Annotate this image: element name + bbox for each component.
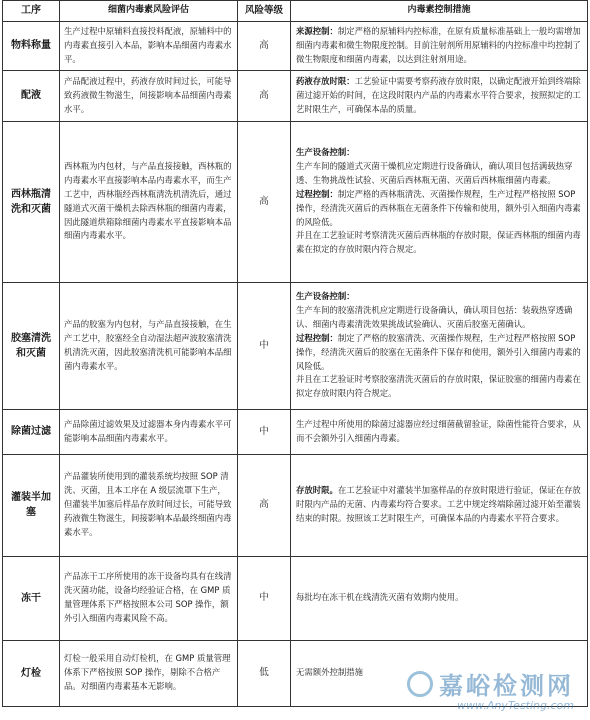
control-paragraph xyxy=(296,146,582,160)
cell-process: 冻干 xyxy=(3,556,60,640)
cell-control xyxy=(291,70,588,121)
table-header-row xyxy=(3,1,588,22)
control-text: 制定了严格的胶塞清洗、灭菌操作规程，生产过程严格按照 SOP 操作，经清洗灭菌后的胶塞在无菌条件下保存和使用，额外引入细菌内毒素的风险低。 xyxy=(296,332,581,371)
cell-process: 胶塞清洗和灭菌 xyxy=(3,282,60,409)
cell-risk-level: 低 xyxy=(238,640,291,706)
watermark-name: 嘉峪检测网 xyxy=(439,672,574,700)
cell-risk: 产品除菌过滤效果及过滤器本身内毒素水平可能影响本品细菌内毒素水平。 xyxy=(60,409,238,454)
cell-risk-level: 高 xyxy=(238,454,291,556)
control-paragraph xyxy=(296,373,582,401)
control-label: 存放时限。 xyxy=(296,485,338,496)
cell-risk: 产品的胶塞为内包材，与产品直接接触，在生产工艺中，胶塞经全自动湿法超声波胶塞清洗机清洗灭菌，因此胶塞清洗机可能影响本品细菌内毒素水平。 xyxy=(60,282,238,409)
control-text: 无需额外控制措施 xyxy=(296,667,363,678)
cell-risk-level: 中 xyxy=(238,556,291,640)
cell-risk-level: 高 xyxy=(238,70,291,121)
cell-control xyxy=(291,454,588,556)
cell-process: 西林瓶清洗和灭菌 xyxy=(3,121,60,282)
control-paragraph xyxy=(296,418,582,446)
control-text: 在工艺验证中对灌装半加塞样品的存放时限进行验证，保证在存放时限内产品的无菌、内毒素均符合要求。工艺中规定终端除菌过滤开始至灌装结束的时限。按照该工艺时限生产，可确保本品的内毒素水平符合要求。 xyxy=(296,485,581,524)
header-risk: 细菌内毒素风险评估 xyxy=(60,1,238,22)
control-label: 生产设备控制： xyxy=(296,291,355,301)
control-label: 过程控制： xyxy=(296,188,338,199)
control-paragraph xyxy=(296,75,582,117)
cell-risk: 西林瓶为内包材，与产品直接接触，西林瓶的内毒素水平直接影响本品内毒素水平，而生产工艺中，西林瓶经西林瓶清洗机清洗后，通过隧道式灭菌干燥机去除西林瓶的细菌内毒素，因此隧道烘箱除细菌内毒素水平直接影响本品细菌内毒素水平。 xyxy=(60,121,238,282)
control-paragraph xyxy=(296,332,582,374)
watermark xyxy=(407,666,574,712)
cell-control xyxy=(291,556,588,640)
control-paragraph xyxy=(296,484,582,526)
cell-risk: 产品灌装所使用到的灌装系统均按照 SOP 清洗、灭菌，且本工序在 A 级层流罩下生产，但灌装半加塞后样品存放时间过长，可能导致药液微生物滋生，间接影响本品最终细菌内毒素水平。 xyxy=(60,454,238,556)
control-text: 工艺验证中需要考察药液存放时限，以确定配液开始到终端除菌过滤开始的时间，在这段时限内产品的内毒素水平符合要求，按照拟定的工艺时限生产，可确保本品的质量。 xyxy=(296,75,581,114)
cell-risk-level: 中 xyxy=(238,409,291,454)
control-label: 生产设备控制： xyxy=(296,147,355,157)
control-label: 过程控制： xyxy=(296,332,338,343)
cell-process: 物料称量 xyxy=(3,21,60,70)
endotoxin-risk-table xyxy=(2,0,588,707)
cell-process: 配液 xyxy=(3,70,60,121)
cell-risk: 产品冻干工序所使用的冻干设备均具有在线清洗灭菌功能，设备均经验证合格，在 GMP 质量管理体系下严格按照本公司 SOP 操作，额外引入细菌内毒素风险不高。 xyxy=(60,556,238,640)
table-body xyxy=(3,21,588,706)
control-label: 药液存放时限： xyxy=(296,75,355,86)
cell-process: 灯检 xyxy=(3,640,60,706)
table-row xyxy=(3,556,588,640)
cell-risk: 灯检一般采用自动灯检机，在 GMP 质量管理体系下严格按照 SOP 操作，剔除不合格产品。对细菌内毒素基本无影响。 xyxy=(60,640,238,706)
control-text: 生产过程中所使用的除菌过滤器应经过细菌截留验证，除菌性能符合要求，从而不会额外引入细菌内毒素。 xyxy=(296,418,581,443)
control-paragraph xyxy=(296,304,582,332)
cell-risk-level: 中 xyxy=(238,282,291,409)
header-process: 工序 xyxy=(3,1,60,22)
control-text: 制定严格的原辅料内控标准，在原有质量标准基础上一般均需增加细菌内毒素和微生物限度控制。目前注射剂所用原辅料的内控标准中均控制了微生物限度和细菌内毒素，以达到注射剂用途。 xyxy=(296,25,581,64)
table-row xyxy=(3,21,588,70)
table-row xyxy=(3,454,588,556)
control-text: 生产车间的胶塞清洗机应定期进行设备确认，确认项目包括：装载热穿透确认、细菌内毒素清洗效果挑战试验确认、灭菌后胶塞无菌确认。 xyxy=(296,304,573,329)
cell-risk: 产品配液过程中，药液存放时间过长，可能导致药液微生物滋生，间接影响本品细菌内毒素水平。 xyxy=(60,70,238,121)
watermark-url: www.AnyTesting.com xyxy=(457,699,574,712)
cell-control xyxy=(291,282,588,409)
cell-process: 灌装半加塞 xyxy=(3,454,60,556)
control-label: 来源控制： xyxy=(296,25,338,36)
control-paragraph xyxy=(296,188,582,230)
header-control: 内毒素控制措施 xyxy=(291,1,588,22)
control-text: 生产车间的隧道式灭菌干燥机应定期进行设备确认，确认项目包括满载热穿透、生物挑战性试验、灭菌后西林瓶无菌、灭菌后西林瓶细菌内毒素。 xyxy=(296,160,573,185)
table-row xyxy=(3,121,588,282)
table-row xyxy=(3,70,588,121)
control-paragraph xyxy=(296,290,582,304)
control-paragraph xyxy=(296,229,582,257)
control-paragraph xyxy=(296,591,582,605)
cell-risk-level: 高 xyxy=(238,21,291,70)
cell-process: 除菌过滤 xyxy=(3,409,60,454)
control-paragraph xyxy=(296,25,582,67)
cell-control xyxy=(291,121,588,282)
cell-risk-level: 高 xyxy=(238,121,291,282)
cell-risk: 生产过程中原辅料直接投料配液，原辅料中的内毒素直接引入本品，影响本品细菌内毒素水平。 xyxy=(60,21,238,70)
control-text: 每批均在冻干机在线清洗灭菌有效期内使用。 xyxy=(296,592,464,603)
table-row xyxy=(3,282,588,409)
control-paragraph xyxy=(296,160,582,188)
table-row xyxy=(3,409,588,454)
watermark-logo-icon xyxy=(407,671,433,697)
header-level: 风险等级 xyxy=(238,1,291,22)
control-text: 并且在工艺验证时考察清洗灭菌后西林瓶的存放时限，保证西林瓶的细菌内毒素在拟定的存放时限内符合规定。 xyxy=(296,230,581,255)
cell-control xyxy=(291,409,588,454)
control-text: 制定严格的西林瓶清洗、灭菌操作规程，生产过程严格按照 SOP 操作，经清洗灭菌后的西林瓶在无菌条件下传输和使用，额外引入细菌内毒素的风险低。 xyxy=(296,188,581,227)
cell-control xyxy=(291,21,588,70)
control-text: 并且在工艺验证时考察胶塞清洗灭菌后的存放时限，保证胶塞的细菌内毒素在拟定存放时限内符合规定。 xyxy=(296,374,581,399)
